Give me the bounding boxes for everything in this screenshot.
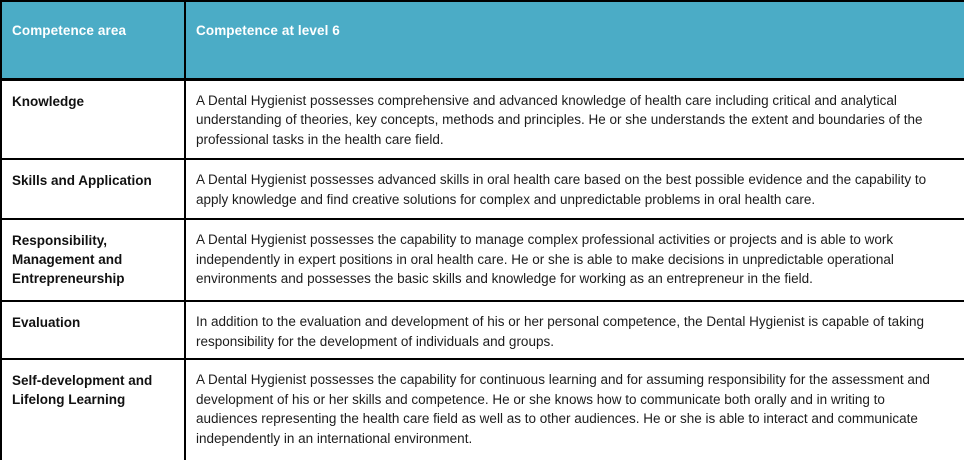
competence-area-cell: Self-development and Lifelong Learning [1, 359, 185, 460]
competence-description-cell: A Dental Hygienist possesses comprehensive and advanced knowledge of health care including critical and analytical understanding of theories, key concepts, methods and principles. He or she understands the extent and boundaries of the professional tasks in the health care field. [185, 79, 964, 159]
column-header-competence-at-level-6: Competence at level 6 [185, 1, 964, 79]
competence-area-cell: Knowledge [1, 79, 185, 159]
column-header-competence-area: Competence area [1, 1, 185, 79]
competence-area-cell: Skills and Application [1, 159, 185, 219]
competence-description-cell: In addition to the evaluation and development of his or her personal competence, the Dental Hygienist is capable of taking responsibility for the development of individuals and groups. [185, 301, 964, 359]
table-row [1, 301, 964, 359]
competence-description-cell: A Dental Hygienist possesses advanced skills in oral health care based on the best possible evidence and the capability to apply knowledge and find creative solutions for complex and unpredictable problems in oral health care. [185, 159, 964, 219]
table-row [1, 359, 964, 460]
table-row [1, 219, 964, 301]
competence-description-cell: A Dental Hygienist possesses the capability for continuous learning and for assuming responsibility for the assessment and development of his or her skills and competence. He or she knows how to communicate both orally and in writing to audiences representing the health care field as well as to other audiences. He or she is able to interact and communicate independently in an international environment. [185, 359, 964, 460]
table-row [1, 159, 964, 219]
header-row [1, 1, 964, 79]
table-row [1, 79, 964, 159]
competence-description-cell: A Dental Hygienist possesses the capability to manage complex professional activities or projects and is able to work independently in expert positions in oral health care. He or she is able to make decisions in unpredictable operational environments and possesses the basic skills and knowledge for working as an entrepreneur in the field. [185, 219, 964, 301]
table-body [1, 79, 964, 460]
competence-area-cell: Evaluation [1, 301, 185, 359]
competence-area-cell: Responsibility, Management and Entrepreneurship [1, 219, 185, 301]
